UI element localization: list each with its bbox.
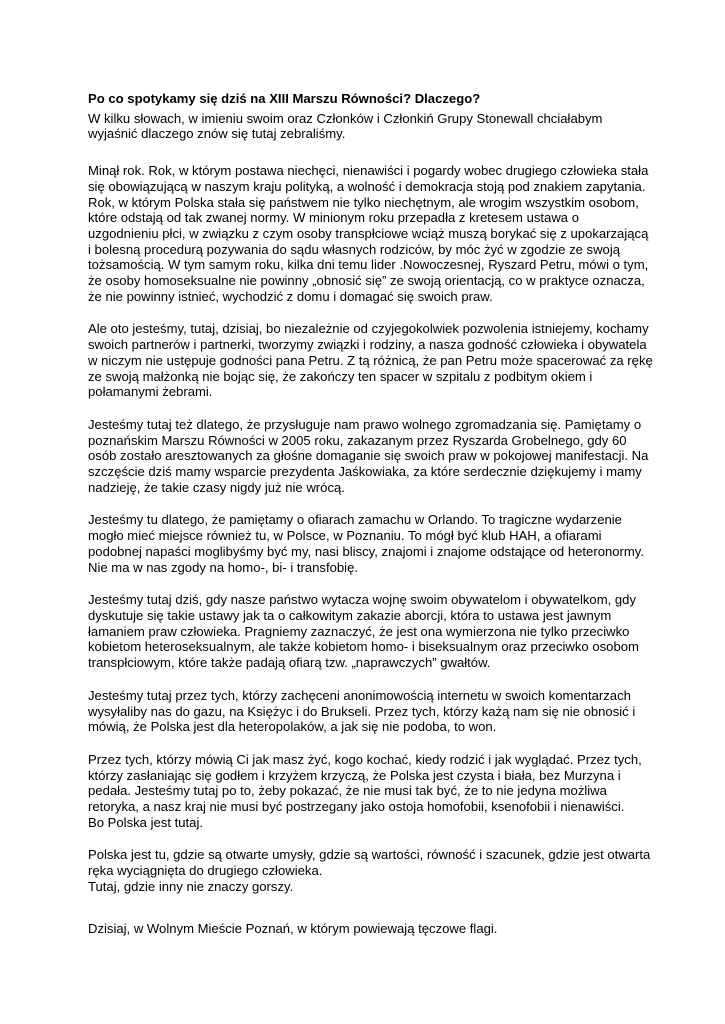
- text-line: uzgodnieniu płci, w związku z czym osoby transpłciowe wciąż muszą borykać się z upokarzającą: [88, 225, 649, 241]
- paragraph: [88, 512, 645, 575]
- document-page: [88, 91, 653, 953]
- text-line: nadzieję, że takie czasy nigdy już nie wrócą.: [88, 479, 345, 495]
- text-line: Minął rok. Rok, w którym postawa niechęci, nienawiści i pogardy wobec drugiego człowieka stała: [88, 163, 649, 179]
- text-line: szczęście dziś mamy wsparcie prezydenta Jaśkowiaka, za które serdecznie dziękujemy i mamy: [88, 464, 642, 480]
- text-line: Jesteśmy tutaj też dlatego, że przysługuje nam prawo wolnego zgromadzania się. Pamiętamy o: [88, 416, 642, 432]
- paragraph: [88, 752, 640, 831]
- text-line: że osoby homoseksualne nie powinny „obnosić się” ze swoją orientacją, co w praktyce oznacza,: [88, 273, 645, 289]
- text-line: w niczym nie ustępuje godności pana Petru. Z tą różnicą, że pan Petru może spacerować za rękę: [88, 352, 653, 368]
- paragraph: [88, 111, 640, 142]
- paragraph: [88, 688, 640, 735]
- text-line: Jesteśmy tutaj przez tych, którzy zachęceni anonimowością internetu w swoich komentarzach: [88, 687, 631, 703]
- text-line: Ale oto jesteśmy, tutaj, dzisiaj, bo niezależnie od czyjegokolwiek pozwolenia istniejemy, kochamy: [88, 321, 649, 337]
- text-line: podobnej napaści moglibyśmy być my, nasi bliscy, znajomi i znajome odstające od heteronormy.: [88, 543, 645, 559]
- text-line: dyskutuje się takie ustawy jak ta o całkowitym zakazie aborcji, która to ustawa jest jawnym: [88, 607, 612, 623]
- text-line: pedała. Jesteśmy tutaj po to, żeby pokazać, że nie musi tak być, że to nie jedyna możliwa: [88, 783, 607, 799]
- text-line: które odstają od tak zwanej normy. W minionym roku przepadła z kretesem ustawa o: [88, 210, 579, 226]
- text-line: poznańskim Marszu Równości w 2005 roku, zakazanym przez Ryszarda Grobelnego, gdy 60: [88, 432, 627, 448]
- paragraph: [88, 163, 649, 304]
- text-line: swoich partnerów i partnerki, tworzymy związki i rodziny, a nasza godność człowieka i obywatela: [88, 337, 647, 353]
- document-body: [88, 110, 653, 937]
- text-line: kobietom heteroseksualnym, ale także kobietom homo- i biseksualnym oraz przeciwko osobom: [88, 639, 639, 655]
- paragraph: [88, 321, 653, 400]
- text-line: wysyłaliby nas do gazu, na Księżyc i do Brukseli. Przez tych, którzy każą nam się nie obnosić i: [88, 703, 636, 719]
- paragraph: [88, 416, 649, 496]
- text-line: połamanymi żebrami.: [88, 384, 213, 400]
- text-line: W kilku słowach, w imieniu swoim oraz Członków i Członkiń Grupy Stonewall chciałabym: [88, 110, 603, 126]
- text-line: ręka wyciągnięta do drugiego człowieka.: [88, 863, 323, 879]
- document-title: Po co spotykamy się dziś na XIII Marszu Równości? Dlaczego?: [88, 91, 481, 106]
- text-line: Polska jest tu, gdzie są otwarte umysły, gdzie są wartości, równość i szacunek, gdzie jest otwarta: [88, 847, 651, 863]
- text-line: Przez tych, którzy mówią Ci jak masz żyć, kogo kochać, kiedy rodzić i jak wyglądać. Przez tych,: [88, 751, 642, 767]
- text-line: Bo Polska jest tutaj.: [88, 814, 203, 830]
- paragraph: [88, 592, 640, 671]
- text-line: Rok, w którym Polska stała się państwem nie tylko niechętnym, ale wrogim wszystkim osobom,: [88, 194, 639, 210]
- text-line: transpłciowym, które także padają ofiarą tzw. „naprawczych” gwałtów.: [88, 655, 491, 671]
- text-line: mówią, że Polska jest dla heteropolaków, a jak się nie podoba, to won.: [88, 719, 497, 735]
- text-line: i bolesną procedurą pozywania do sądu własnych rodziców, by móc żyć w zgodzie ze swoją: [88, 241, 621, 257]
- text-line: którzy zasłaniając się godłem i krzyżem krzyczą, że Polska jest czysta i biała, bez Murzyna i: [88, 767, 621, 783]
- text-line: ze swoją małżonką nie bojąc się, że zakończy ten spacer w szpitalu z podbitym okiem i: [88, 368, 593, 384]
- text-line: się obowiązującą w naszym kraju polityką, a wolność i demokracja stoją pod znakiem zapytania.: [88, 178, 646, 194]
- text-line: Dzisiaj, w Wolnym Mieście Poznań, w którym powiewają tęczowe flagi.: [88, 920, 498, 936]
- text-line: osób zostało aresztowanych za głośne domaganie się swoich praw w pokojowej manifestacji. Na: [88, 448, 649, 464]
- text-line: Tutaj, gdzie inny nie znaczy gorszy.: [88, 878, 294, 894]
- text-line: wyjaśnić dlaczego znów się tutaj zebraliśmy.: [88, 126, 346, 142]
- text-line: że nie powinny istnieć, wychodzić z domu i domagać się swoich praw.: [88, 288, 493, 304]
- text-line: Nie ma w nas zgody na homo-, bi- i transfobię.: [88, 559, 359, 575]
- paragraph: [88, 921, 640, 937]
- text-line: retoryka, a nasz kraj nie musi być postrzegany jako ostoja homofobii, ksenofobii i nienawiści.: [88, 799, 625, 815]
- text-line: tożsamością. W tym samym roku, kilka dni temu lider .Nowoczesnej, Ryszard Petru, mówi o tym,: [88, 257, 649, 273]
- text-line: Jesteśmy tu dlatego, że pamiętamy o ofiarach zamachu w Orlando. To tragiczne wydarzenie: [88, 512, 622, 528]
- paragraph: [88, 847, 651, 894]
- text-line: łamaniem praw człowieka. Pragniemy zaznaczyć, że jest ona wymierzona nie tylko przeciwko: [88, 623, 630, 639]
- text-line: Jesteśmy tutaj dziś, gdy nasze państwo wytacza wojnę swoim obywatelom i obywatelkom, gdy: [88, 592, 636, 608]
- text-line: mogło mieć miejsce również tu, w Polsce, w Poznaniu. To mógł być klub HAH, a ofiarami: [88, 528, 602, 544]
